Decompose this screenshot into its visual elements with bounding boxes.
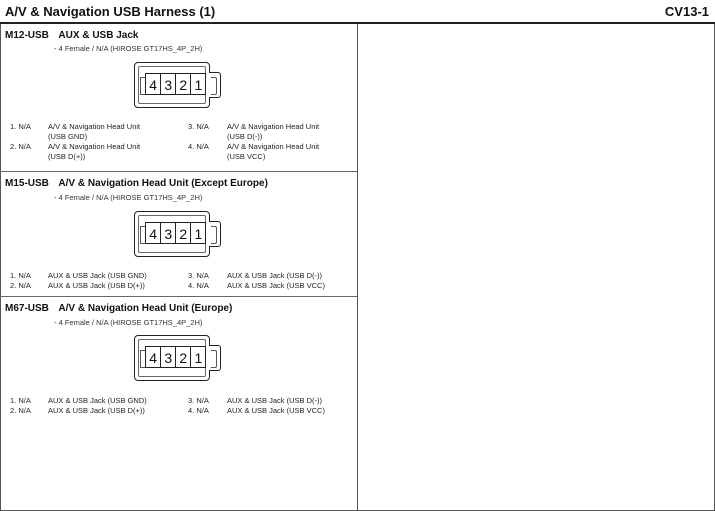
- pin-cell: 3: [160, 222, 176, 244]
- connector-id: M12-USB: [5, 30, 49, 41]
- pin-number: 2. N/A: [10, 142, 31, 151]
- pin-cell: 1: [190, 73, 206, 95]
- pin-description: AUX & USB Jack (USB GND): [48, 271, 147, 280]
- pin-number: 2. N/A: [10, 281, 31, 290]
- pin-description: A/V & Navigation Head Unit: [48, 142, 141, 151]
- pin-cell: 1: [190, 222, 206, 244]
- pin-number: 3. N/A: [188, 122, 209, 131]
- connector-name: A/V & Navigation Head Unit (Except Europe): [58, 178, 268, 189]
- connector-spec: - 4 Female / N/A (HIROSE GT17HS_4P_2H): [54, 318, 203, 327]
- pin-cell: 3: [160, 346, 176, 368]
- pin-cell: 4: [145, 346, 161, 368]
- pin-cell: 4: [145, 222, 161, 244]
- connector-spec: - 4 Female / N/A (HIROSE GT17HS_4P_2H): [54, 193, 203, 202]
- connector-section-m15-usb: [0, 172, 357, 297]
- connector-heading: [5, 303, 232, 314]
- connector-section-m67-usb: [0, 297, 357, 421]
- pin-description-detail: (USB D(+)): [48, 152, 86, 161]
- connector-heading: [5, 178, 268, 189]
- pin-description: AUX & USB Jack (USB D(-)): [227, 396, 323, 405]
- pin-number: 1. N/A: [10, 122, 31, 131]
- pin-cell: 2: [175, 222, 191, 244]
- page-code: CV13-1: [664, 4, 709, 19]
- connector-section-m12-usb: [0, 24, 357, 172]
- page-title: A/V & Navigation USB Harness (1): [5, 4, 216, 19]
- pin-description: AUX & USB Jack (USB VCC): [227, 406, 325, 415]
- pin-description: AUX & USB Jack (USB D(-)): [227, 271, 323, 280]
- connector-pins: [146, 222, 206, 244]
- connector-spec: - 4 Female / N/A (HIROSE GT17HS_4P_2H): [54, 44, 203, 53]
- pin-description: AUX & USB Jack (USB VCC): [227, 281, 325, 290]
- pin-description: A/V & Navigation Head Unit: [227, 142, 320, 151]
- pin-description: AUX & USB Jack (USB D(+)): [48, 281, 145, 290]
- connector-latch-tab: [209, 345, 221, 371]
- column-divider: [357, 24, 358, 511]
- pin-description: AUX & USB Jack (USB D(+)): [48, 406, 145, 415]
- pin-number: 3. N/A: [188, 271, 209, 280]
- page-header: [0, 0, 715, 24]
- pin-cell: 2: [175, 346, 191, 368]
- pin-number: 4. N/A: [188, 142, 209, 151]
- pin-cell: 1: [190, 346, 206, 368]
- pin-cell: 4: [145, 73, 161, 95]
- pin-description-detail: (USB D(-)): [227, 132, 263, 141]
- pin-cell: 3: [160, 73, 176, 95]
- pin-description: AUX & USB Jack (USB GND): [48, 396, 147, 405]
- connector-heading: [5, 30, 138, 41]
- pin-description: A/V & Navigation Head Unit: [48, 122, 141, 131]
- connector-id: M67-USB: [5, 303, 49, 314]
- pin-number: 1. N/A: [10, 271, 31, 280]
- connector-name: AUX & USB Jack: [58, 30, 139, 41]
- connector-name: A/V & Navigation Head Unit (Europe): [58, 303, 233, 314]
- pin-number: 3. N/A: [188, 396, 209, 405]
- pin-description-detail: (USB VCC): [227, 152, 266, 161]
- pin-description: A/V & Navigation Head Unit: [227, 122, 320, 131]
- connector-id: M15-USB: [5, 178, 49, 189]
- connector-pins: [146, 346, 206, 368]
- pin-number: 4. N/A: [188, 281, 209, 290]
- pin-number: 4. N/A: [188, 406, 209, 415]
- connector-latch-tab: [209, 221, 221, 247]
- connector-pins: [146, 73, 206, 95]
- pin-cell: 2: [175, 73, 191, 95]
- pin-number: 2. N/A: [10, 406, 31, 415]
- pin-description-detail: (USB GND): [48, 132, 88, 141]
- connector-latch-tab: [209, 72, 221, 98]
- pin-number: 1. N/A: [10, 396, 31, 405]
